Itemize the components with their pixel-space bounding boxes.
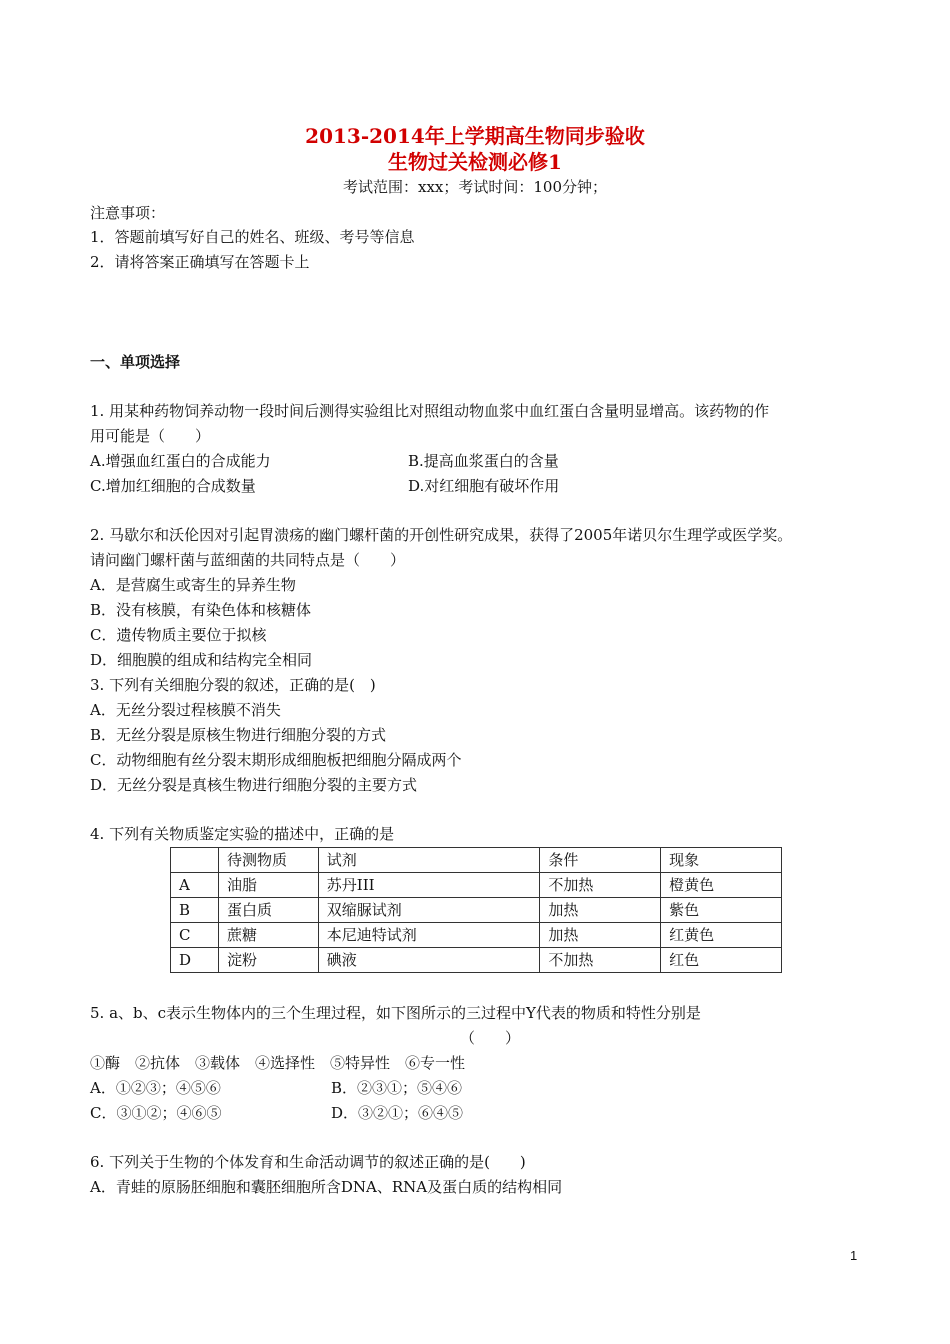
table-header-row [171,848,782,873]
q2-option-d: D．细胞膜的组成和结构完全相同 [90,651,313,669]
table-cell: 加热 [540,923,661,948]
q5-choices: ①酶 ②抗体 ③载体 ④选择性 ⑤特异性 ⑥专一性 [90,1054,466,1072]
table-row [171,898,782,923]
q3-option-d: D．无丝分裂是真核生物进行细胞分裂的主要方式 [90,776,418,794]
table-row [171,873,782,898]
table-cell: 碘液 [318,948,540,973]
exam-info: 考试范围：xxx；考试时间：100分钟； [342,178,607,196]
q6-option-a: A．青蛙的原肠胚细胞和囊胚细胞所含DNA、RNA及蛋白质的结构相同 [90,1178,563,1196]
q3-stem: 3. 下列有关细胞分裂的叙述，正确的是( ) [90,676,376,694]
q5-answer-blank: （ ） [460,1029,521,1047]
title-line-2: 生物过关检测必修1 [388,150,562,174]
q4-stem: 4. 下列有关物质鉴定实验的描述中，正确的是 [90,825,395,843]
q2-stem-line-2: 请问幽门螺杆菌与蓝细菌的共同特点是（ ） [90,551,406,569]
table-cell: A [171,873,219,898]
table-cell: 苏丹III [318,873,540,898]
q1-option-d: D.对红细胞有破坏作用 [408,477,560,495]
q1-option-b: B.提高血浆蛋白的含量 [408,452,559,470]
table-cell: B [171,898,219,923]
table-cell: 不加热 [540,948,661,973]
table-header-cell: 条件 [540,848,661,873]
page-number: 1 [850,1248,858,1263]
notes-item-1: 1．答题前填写好自己的姓名、班级、考号等信息 [90,228,415,246]
q2-option-a: A．是营腐生或寄生的异养生物 [90,576,296,594]
q5-option-b: B．②③①；⑤④⑥ [331,1079,463,1097]
q3-option-c: C．动物细胞有丝分裂末期形成细胞板把细胞分隔成两个 [90,751,462,769]
q1-option-a: A.增强血红蛋白的合成能力 [90,452,271,470]
table-cell: 油脂 [218,873,318,898]
table-cell: 加热 [540,898,661,923]
table-cell: 蔗糖 [218,923,318,948]
q5-option-d: D．③②①；⑥④⑤ [331,1104,464,1122]
table-row [171,948,782,973]
q5-option-c: C．③①②；④⑥⑤ [90,1104,222,1122]
table-header-cell: 试剂 [318,848,540,873]
q5-stem: 5. a、b、c表示生物体内的三个生理过程，如下图所示的三过程中Y代表的物质和特性分别是 [90,1004,701,1022]
table-row [171,923,782,948]
notes-item-2: 2．请将答案正确填写在答题卡上 [90,253,310,271]
table-cell: 橙黄色 [661,873,782,898]
table-cell: C [171,923,219,948]
q3-option-a: A．无丝分裂过程核膜不消失 [90,701,281,719]
q1-option-c: C.增加红细胞的合成数量 [90,477,256,495]
section-heading: 一、单项选择 [90,353,181,371]
q6-stem: 6. 下列关于生物的个体发育和生命活动调节的叙述正确的是( ) [90,1153,526,1171]
title-line-1: 2013-2014年上学期高生物同步验收 [305,124,645,148]
q2-option-c: C．遗传物质主要位于拟核 [90,626,267,644]
table-cell: 双缩脲试剂 [318,898,540,923]
table-cell: 不加热 [540,873,661,898]
table-cell: 红色 [661,948,782,973]
notes-heading: 注意事项： [90,204,166,222]
q4-table [170,847,782,973]
q2-option-b: B．没有核膜，有染色体和核糖体 [90,601,312,619]
table-cell: 紫色 [661,898,782,923]
table-cell: 红黄色 [661,923,782,948]
q1-stem-line-2: 用可能是（ ） [90,427,211,445]
q1-stem-line-1: 1. 用某种药物饲养动物一段时间后测得实验组比对照组动物血浆中血红蛋白含量明显增高。该药物的作 [90,402,770,420]
table-cell: 本尼迪特试剂 [318,923,540,948]
table-cell: 淀粉 [218,948,318,973]
table-header-cell: 现象 [661,848,782,873]
table-cell: D [171,948,219,973]
q3-option-b: B．无丝分裂是原核生物进行细胞分裂的方式 [90,726,387,744]
table-header-cell: 待测物质 [218,848,318,873]
table-cell: 蛋白质 [218,898,318,923]
q2-stem-line-1: 2. 马歇尔和沃伦因对引起胃溃疡的幽门螺杆菌的开创性研究成果，获得了2005年诺贝尔生理学或医学奖。 [90,526,793,544]
table-header-cell [171,848,219,873]
q5-option-a: A．①②③；④⑤⑥ [90,1079,221,1097]
